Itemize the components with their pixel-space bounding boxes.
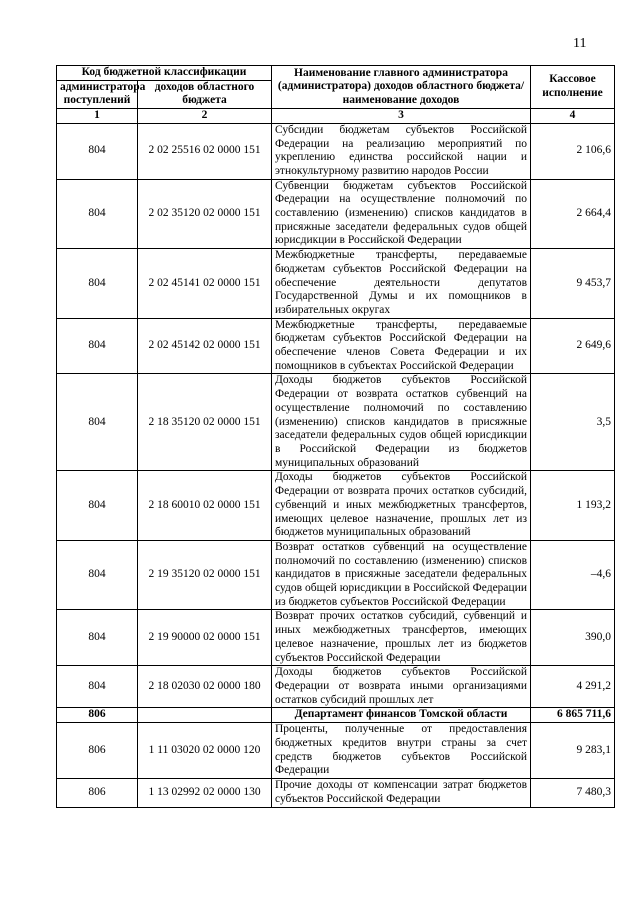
income-name: Возврат прочих остатков субсидий, субвенций и иных межбюджетных трансфертов, имеющих целевое назначение, прошлых лет из бюджетов субъектов Российской Федерации <box>272 610 531 666</box>
income-name: Доходы бюджетов субъектов Российской Федерации от возврата прочих остатков субсидий, субвенций и иных межбюджетных трансфертов, имеющих целевое назначение, прошлых лет из бюджетов муниципальных образований <box>272 471 531 541</box>
page-number: 11 <box>573 36 587 51</box>
income-code: 2 19 35120 02 0000 151 <box>138 540 272 610</box>
admin-code: 804 <box>57 179 138 249</box>
admin-code: 804 <box>57 610 138 666</box>
header-income: доходов областного бюджета <box>138 80 272 108</box>
income-code: 2 19 90000 02 0000 151 <box>138 610 272 666</box>
amount: 1 193,2 <box>531 471 615 541</box>
header-name: Наименование главного администратора (администратора) доходов областного бюджета/ наименование доходов <box>272 66 531 109</box>
income-name: Субвенции бюджетам субъектов Российской Федерации на осуществление полномочий по составлению (изменению) списков кандидатов в присяжные заседатели федеральных судов общей юрисдикции в Российской Федерации <box>272 179 531 249</box>
header-admin: администратора поступлений <box>57 80 138 108</box>
table-row <box>57 374 615 471</box>
amount: 9 453,7 <box>531 249 615 319</box>
income-name: Возврат остатков субвенций на осуществление полномочий по составлению (изменению) списков кандидатов в присяжные заседатели федеральных судов общей юрисдикции в Российской Федерации из бюджетов субъектов Российской Федерации <box>272 540 531 610</box>
table-row <box>57 471 615 541</box>
admin-code: 806 <box>57 779 138 807</box>
income-name: Межбюджетные трансферты, передаваемые бюджетам субъектов Российской Федерации на обеспечение деятельности депутатов Государственной Думы и их помощников в избирательных округах <box>272 249 531 319</box>
income-name: Межбюджетные трансферты, передаваемые бюджетам субъектов Российской Федерации на обеспечение членов Совета Федерации и их помощников в субъектах Российской Федерации <box>272 318 531 374</box>
income-code: 2 18 35120 02 0000 151 <box>138 374 272 471</box>
income-code: 2 02 45142 02 0000 151 <box>138 318 272 374</box>
header-num-3: 3 <box>272 109 531 124</box>
department-row <box>57 708 615 723</box>
department-code-empty <box>138 708 272 723</box>
admin-code: 804 <box>57 374 138 471</box>
amount: 9 283,1 <box>531 723 615 779</box>
income-code: 2 02 25516 02 0000 151 <box>138 123 272 179</box>
income-code: 2 18 02030 02 0000 180 <box>138 666 272 708</box>
table-row <box>57 123 615 179</box>
department-name: Департамент финансов Томской области <box>272 708 531 723</box>
amount: 390,0 <box>531 610 615 666</box>
table-row <box>57 610 615 666</box>
table-row <box>57 249 615 319</box>
admin-code: 804 <box>57 123 138 179</box>
table-row <box>57 318 615 374</box>
amount: 4 291,2 <box>531 666 615 708</box>
income-code: 2 02 35120 02 0000 151 <box>138 179 272 249</box>
amount: 2 106,6 <box>531 123 615 179</box>
income-code: 2 18 60010 02 0000 151 <box>138 471 272 541</box>
department-admin-code: 806 <box>57 708 138 723</box>
admin-code: 804 <box>57 540 138 610</box>
income-code: 2 02 45141 02 0000 151 <box>138 249 272 319</box>
admin-code: 804 <box>57 471 138 541</box>
income-name: Доходы бюджетов субъектов Российской Федерации от возврата остатков субвенций на осуществление полномочий по составлению (изменению) списков кандидатов в присяжные заседатели федеральных судов общей юрисдикции в Российской Федерации из бюджетов муниципальных образований <box>272 374 531 471</box>
header-num-4: 4 <box>531 109 615 124</box>
table-row <box>57 723 615 779</box>
admin-code: 804 <box>57 666 138 708</box>
table-row <box>57 179 615 249</box>
amount: –4,6 <box>531 540 615 610</box>
admin-code: 804 <box>57 249 138 319</box>
admin-code: 806 <box>57 723 138 779</box>
table-row <box>57 540 615 610</box>
income-name: Субсидии бюджетам субъектов Российской Федерации на реализацию мероприятий по укреплению единства российской нации и этнокультурному развитию народов России <box>272 123 531 179</box>
amount: 7 480,3 <box>531 779 615 807</box>
amount: 2 664,4 <box>531 179 615 249</box>
income-name: Проценты, полученные от предоставления бюджетных кредитов внутри страны за счет средств бюджетов субъектов Российской Федерации <box>272 723 531 779</box>
income-name: Доходы бюджетов субъектов Российской Федерации от возврата иными организациями остатков субсидий прошлых лет <box>272 666 531 708</box>
header-code-group: Код бюджетной классификации <box>57 66 272 81</box>
income-code: 1 11 03020 02 0000 120 <box>138 723 272 779</box>
header-num-2: 2 <box>138 109 272 124</box>
header-cash: Кассовое исполнение <box>531 66 615 109</box>
amount: 2 649,6 <box>531 318 615 374</box>
income-code: 1 13 02992 02 0000 130 <box>138 779 272 807</box>
revenue-table <box>56 65 615 808</box>
table-row <box>57 666 615 708</box>
income-name: Прочие доходы от компенсации затрат бюджетов субъектов Российской Федерации <box>272 779 531 807</box>
header-num-1: 1 <box>57 109 138 124</box>
amount: 3,5 <box>531 374 615 471</box>
table-row <box>57 779 615 807</box>
admin-code: 804 <box>57 318 138 374</box>
department-amount: 6 865 711,6 <box>531 708 615 723</box>
